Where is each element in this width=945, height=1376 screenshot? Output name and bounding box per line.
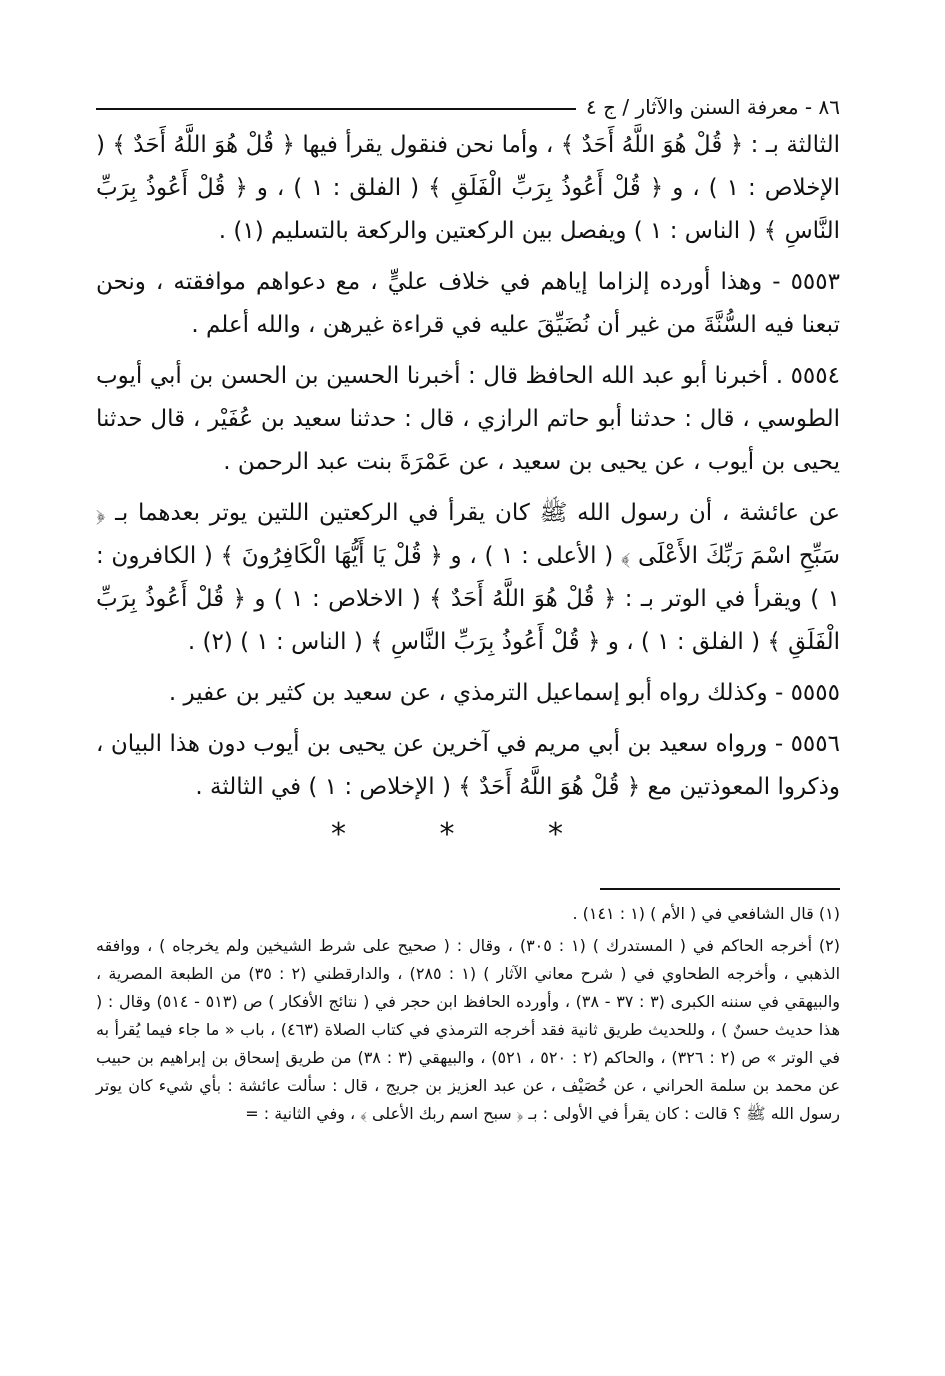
footnote-rule bbox=[600, 888, 840, 890]
document-page bbox=[96, 90, 840, 1132]
header-title: ٨٦ - معرفة السنن والآثار / ج ٤ bbox=[586, 95, 840, 119]
paragraph-hadith-text: عن عائشة ، أن رسول الله ﷺ كان يقرأ في الركعتين اللتين يوتر بعدهما بـ ﴿ سَبِّحِ اسْمَ رَبِّكَ الأَعْلَى ﴾ ( الأعلى : ١ ) ، و ﴿ قُلْ يَا أَيُّهَا الْكَافِرُونَ ﴾ ( الكافرون : ١ ) ويقرأ في الوتر بـ : ﴿ قُلْ هُوَ اللَّهُ أَحَدٌ ﴾ ( الاخلاص : ١ ) و ﴿ قُلْ أَعُوذُ بِرَبِّ الْفَلَقِ ﴾ ( الفلق : ١ ) ، و ﴿ قُلْ أَعُوذُ بِرَبِّ النَّاسِ ﴾ ( الناس : ١ ) (٢) . bbox=[96, 500, 840, 655]
paragraph-5554: ٥٥٥٤ . أخبرنا أبو عبد الله الحافظ قال : أخبرنا الحسين بن الحسن بن أبي أيوب الطوسي ، قال : حدثنا أبو حاتم الرازي ، قال : حدثنا سعيد بن عُفَيْر ، قال حدثنا يحيى بن أيوب ، عن يحيى بن سعيد ، عن عَمْرَةَ بنت عبد الرحمن . bbox=[96, 363, 840, 475]
running-header bbox=[96, 90, 840, 124]
paragraph-continuation: الثالثة بـ : ﴿ قُلْ هُوَ اللَّهُ أَحَدٌ ﴾ ، وأما نحن فنقول يقرأ فيها ﴿ قُلْ هُوَ اللَّهُ أَحَدٌ ﴾ ( الإخلاص : ١ ) ، و ﴿ قُلْ أَعُوذُ بِرَبِّ الْفَلَقِ ﴾ ( الفلق : ١ ) ، و ﴿ قُلْ أَعُوذُ بِرَبِّ النَّاسِ ﴾ ( الناس : ١ ) ويفصل بين الركعتين والركعة بالتسليم (١) . bbox=[96, 132, 840, 244]
paragraph-5555: ٥٥٥٥ - وكذلك رواه أبو إسماعيل الترمذي ، عن سعيد بن كثير بن عفير . bbox=[168, 680, 840, 706]
header-rule bbox=[96, 108, 576, 110]
paragraph-5556: ٥٥٥٦ - ورواه سعيد بن أبي مريم في آخرين عن يحيى بن أيوب دون هذا البيان ، وذكروا المعوذتين مع ﴿ قُلْ هُوَ اللَّهُ أَحَدٌ ﴾ ( الإخلاص : ١ ) في الثالثة . bbox=[96, 731, 840, 800]
section-separator: * * * bbox=[330, 817, 606, 852]
paragraph-5553: ٥٥٥٣ - وهذا أورده إلزاما إياهم في خلاف عليٍّ ، مع دعواهم موافقته ، ونحن تبعنا فيه السُّنَّةَ من غير أن نُضَيِّقَ عليه في قراءة غيرهن ، والله أعلم . bbox=[96, 269, 840, 338]
footnote-1: (١) قال الشافعي في ( الأم ) (١ : ١٤١) . bbox=[572, 904, 840, 923]
footnote-2: (٢) أخرجه الحاكم في ( المستدرك ) (١ : ٣٠٥) ، وقال : ( صحيح على شرط الشيخين ولم يخرجاه ) ، ووافقه الذهبي ، وأخرجه الطحاوي في ( شرح معاني الآثار ) (١ : ٢٨٥) ، والدارقطني (٢ : ٣٥) من الطبعة المصرية ، والبيهقي في سننه الكبرى (٣ : ٣٧ - ٣٨) ، وأورده الحافظ ابن حجر في ( نتائج الأفكار ) ص (٥١٣ - ٥١٤) وقال : ( هذا حديث حسنٌ ) ، وللحديث طريق ثانية فقد أخرجه الترمذي في كتاب الصلاة (٤٦٣) ، باب « ما جاء فيما يُقرأ به في الوتر » ص (٢ : ٣٢٦) ، والحاكم (٢ : ٥٢٠ ، ٥٢١) ، والبيهقي (٣ : ٣٨) من طريق إسحاق بن إبراهيم بن حبيب عن محمد بن سلمة الحراني ، عن خُصَيْف ، عن عبد العزيز بن جريج ، قال : سألت عائشة : بأي شيء كان يوتر رسول الله ﷺ ؟ قالت : كان يقرأ في الأولى : بـ ﴿ سبح اسم ربك الأعلى ﴾ ، وفي الثانية : = bbox=[96, 936, 841, 1123]
